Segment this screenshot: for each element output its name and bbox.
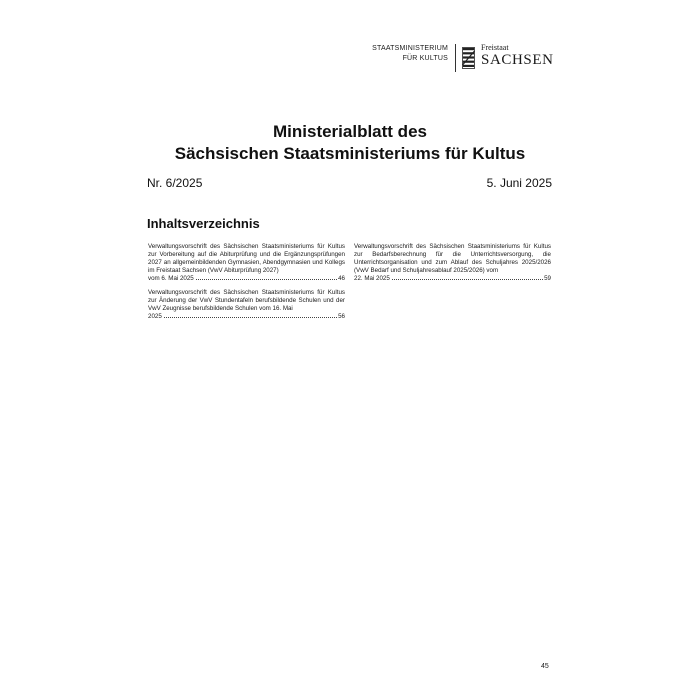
toc-entry-leader-line xyxy=(148,275,345,283)
issue-date: 5. Juni 2025 xyxy=(486,176,552,190)
toc-entry-leader-line xyxy=(354,275,551,283)
toc-entry-text: Verwaltungsvorschrift des Sächsischen Staatsministeriums für Kultus zur Vorbereitung auf die Abiturprüfung und die Ergänzungsprüfungen 2027 an allgemeinbildenden Gymnasien, Abendgymnasien und Kollegs im Freistaat Sachsen (VwV Abiturprüfung 2027) xyxy=(148,243,345,274)
ministry-logo xyxy=(364,44,554,74)
toc-entry-tail: vom 6. Mai 2025 xyxy=(148,275,194,282)
logo-divider xyxy=(455,44,456,72)
toc-dot-leader xyxy=(392,278,543,280)
toc-entry-text: Verwaltungsvorschrift des Sächsischen Staatsministeriums für Kultus zur Änderung der VwV Stundentafeln berufsbildende Schulen und der VwV Zeugnisse berufsbildende Schulen vom 16. Mai xyxy=(148,289,345,312)
ministry-name-line2: FÜR KULTUS xyxy=(402,55,448,62)
toc-entry-leader-line xyxy=(148,313,345,321)
page-number: 45 xyxy=(541,663,549,670)
toc-entry[interactable] xyxy=(148,243,345,283)
toc-column-right xyxy=(354,243,551,289)
toc-entry[interactable] xyxy=(354,243,551,283)
ministry-name xyxy=(372,44,448,64)
toc-entry-page: 46 xyxy=(338,275,345,282)
toc-entry-page: 56 xyxy=(338,313,345,320)
toc-heading: Inhaltsverzeichnis xyxy=(147,216,260,231)
toc-entry-page: 59 xyxy=(544,275,551,282)
toc-dot-leader xyxy=(196,278,337,280)
state-name xyxy=(481,44,554,68)
document-title xyxy=(120,121,580,165)
state-name-small: Freistaat xyxy=(481,43,509,52)
issue-number: Nr. 6/2025 xyxy=(147,176,203,190)
toc-entry-tail: 22. Mai 2025 xyxy=(354,275,390,282)
toc-entry-tail: 2025 xyxy=(148,313,162,320)
title-line2: Sächsischen Staatsministeriums für Kultus xyxy=(174,144,526,163)
saxony-coat-of-arms-icon xyxy=(462,47,475,69)
toc-entry-text: Verwaltungsvorschrift des Sächsischen Staatsministeriums für Kultus zur Bedarfsberechnung für die Unterrichtsversorgung, die Unterrichtsorganisation und zum Ablauf des Schuljahres 2025/2026 (VwV Bedarf und Schuljahresablauf 2025/2026) vom xyxy=(354,243,551,274)
toc-dot-leader xyxy=(164,316,337,318)
ministry-name-line1: STAATSMINISTERIUM xyxy=(372,45,448,52)
title-line1: Ministerialblatt des xyxy=(273,122,427,141)
toc-entry[interactable] xyxy=(148,289,345,321)
toc-column-left xyxy=(148,243,345,327)
state-name-large: SACHSEN xyxy=(481,52,554,68)
